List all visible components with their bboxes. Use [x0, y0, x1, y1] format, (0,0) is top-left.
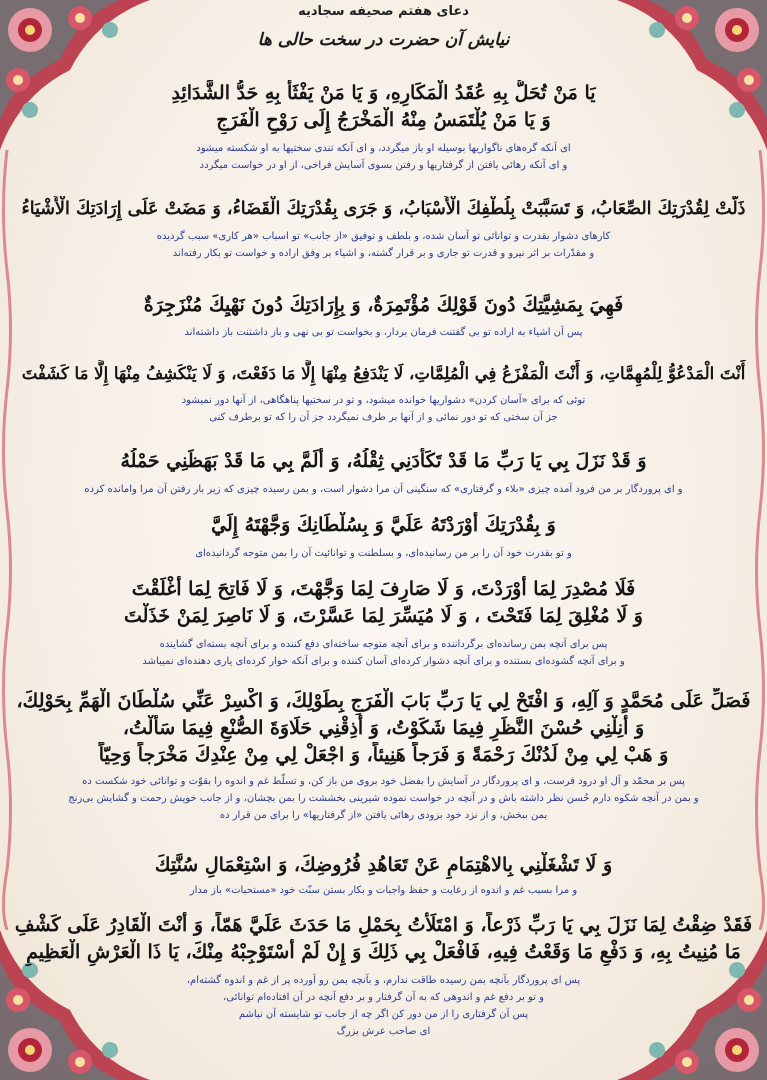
- persian-line: پس بر محمّد و آل او درود فرست، و ای پروردگار در آسایش را بفضل خود بروی من باز کن، و تسلّط غم و اندوه را بقوّت و توانائی خود شکست ده: [82, 776, 685, 787]
- persian-line: پس برای آنچه بمن رسانده‌ای برگرداننده و برای آنچه متوجه ساخته‌ای دفع کننده و برای آنچه بسته‌ای گشاینده: [159, 639, 608, 650]
- persian-line: و مرا بسبب غم و اندوه از رعایت و حفظ واجبات و بکار بستن سنّت خود «مستحبات» باز مدار: [189, 885, 578, 896]
- persian-line: و تو بر دفع غم و اندوهی که به آن گرفتار و بر دفع آنچه در آن افتاده‌ام توانائی،: [223, 992, 544, 1003]
- paragraph-3: [12, 292, 755, 341]
- right-vine-border-icon: [753, 150, 767, 930]
- persian-line: توئی که برای «آسان کردن» دشواریها خوانده میشود، و تو در سختیها پناهگاهی، از آنها دور نمیشود: [181, 395, 586, 406]
- arabic-line: ذَلَّتْ لِقُدْرَتِكَ الصِّعَابُ، وَ تَسَبَّبَتْ بِلُطْفِكَ الْأَسْبَابُ، وَ جَرَى بِقُدْرَتِكَ الْقَضَاءُ، وَ مَضَتْ عَلَى إِرَادَتِكَ الْأَشْيَاءُ: [21, 199, 746, 219]
- arabic-line: وَ قَدْ نَزَلَ بِي يَا رَبِّ مَا قَدْ تَكَأَّدَنِي ثِقْلُهُ، وَ أَلَمَّ بِي مَا قَدْ بَهَظَنِي حَمْلُهُ: [120, 450, 647, 472]
- arabic-line: وَ بِقُدْرَتِكَ أَوْرَدْتَهُ عَلَيَّ وَ بِسُلْطَانِكَ وَجَّهْتَهُ إِلَيَّ: [211, 514, 556, 536]
- persian-line: و ای آنکه رهائی یافتن از گرفتاریها و رفتن بسوی آسایش فراخی، از او در خواست میگردد: [199, 160, 568, 171]
- arabic-line: وَ لَا مُغْلِقَ لِمَا فَتَحْتَ ، وَ لَا مُيَسِّرَ لِمَا عَسَّرْتَ، وَ لَا نَاصِرَ لِمَنْ خَذَلْتَ: [124, 605, 643, 627]
- prayer-subtitle: نیایش آن حضرت در سخت حالی ها: [257, 30, 510, 50]
- persian-line: پس آن گرفتاری را از من دور کن اگر چه از جانب تو شایسته آن نباشم: [238, 1009, 529, 1020]
- persian-line: و بمن در آنچه شکوه دارم حُسن نظر داشته باش و در آنچه در خواست نموده شیرینی بخششت را بمن بچشان، و از جانب خویش رحمت و گشایش بی‌رنج: [68, 793, 699, 804]
- persian-line: پس آن اشیاء به اراده تو بی گفتنت فرمان بردار، و بخواست تو بی نهی و باز داشتنت باز داشته‌اند: [184, 327, 583, 338]
- persian-line: کارهای دشوار بقدرت و توانائی تو آسان شده، و بلطف و توفیق «از جانب» تو اسباب «هر کاری» سبب گردیده: [156, 231, 611, 242]
- arabic-line: يَا مَنْ تُحَلُّ بِهِ عُقَدُ الْمَكَارِهِ، وَ يَا مَنْ يَفْثَأُ بِهِ حَدُّ الشَّدَائِدِ: [171, 82, 596, 104]
- persian-line: و تو بقدرت خود آن را بر من رسانیده‌ای، و بسلطنت و توانائیت آن را بمن متوجه گردانیده‌ای: [195, 548, 572, 559]
- paragraph-5: [12, 448, 755, 498]
- arabic-line: وَ هَبْ لِي مِنْ لَدُنْكَ رَحْمَةً وَ فَرَجاً هَنِيئاً، وَ اجْعَلْ لِي مِنْ عِنْدِكَ مَخْرَجاً وَحِيّاً: [98, 744, 669, 766]
- paragraph-1: [12, 80, 755, 174]
- persian-line: و ای پروردگار بر من فرود آمده چیزی «بلاء و گرفتاری» که سنگینی آن مرا دشوار است، و بمن رسیده چیزی که زیر بار رفتن آن مرا وامانده کرده: [84, 484, 683, 495]
- arabic-line: وَ لَا تَشْغَلْنِي بِالاهْتِمَامِ عَنْ تَعَاهُدِ فُرُوضِكَ، وَ اسْتِعْمَالِ سُنَّتِكَ: [154, 854, 613, 876]
- arabic-line: فَلَا مُصْدِرَ لِمَا أَوْرَدْتَ، وَ لَا صَارِفَ لِمَا وَجَّهْتَ، وَ لَا فَاتِحَ لِمَا أَغْلَقْتَ: [131, 578, 636, 600]
- persian-line: و برای آنچه گشوده‌ای بستنده و برای آنچه دشوار کرده‌ای آسان کننده و برای آنکه خوار کرده‌ای یاری دهنده‌ای نمیباشد: [142, 656, 625, 667]
- arabic-line: فَهِيَ بِمَشِيَّتِكَ دُونَ قَوْلِكَ مُؤْتَمِرَةٌ، وَ بِإِرَادَتِكَ دُونَ نَهْيِكَ مُنْزَجِرَةٌ: [143, 294, 624, 316]
- persian-line: بمن ببخش، و از نزد خود بزودی رهائی یافتن «از گرفتاریها» را برای من قرار ده: [219, 810, 548, 821]
- paragraph-6: [12, 512, 755, 562]
- paragraph-7: [12, 576, 755, 670]
- persian-line: ای صاحب عرش بزرگ: [336, 1026, 431, 1037]
- paragraph-9: [12, 852, 755, 899]
- persian-line: ای آنکه گره‌های ناگواریها بوسیله او باز میگردد، و ای آنکه تندی سختیها به او شکسته میشود: [196, 143, 571, 154]
- paragraph-2: [12, 196, 755, 262]
- prayer-title: دعای هفتم صحیفه سجادیه: [298, 4, 469, 19]
- paragraph-8: [12, 688, 755, 824]
- prayer-content: [12, 0, 755, 1080]
- arabic-line: وَ أَنِلْنِي حُسْنَ النَّظَرِ فِيمَا شَكَوْتُ، وَ أَذِقْنِي حَلَاوَةَ الصُّنْعِ فِيمَا سَأَلْتُ،: [122, 717, 645, 739]
- paragraph-4: [12, 360, 755, 426]
- persian-line: جز آن سختی که تو دور نمائی و از آنها بر طرف نمیگردد جز آن را که تو برطرف کنی: [209, 412, 558, 423]
- arabic-line: مَا مُنِيتُ بِهِ، وَ دَفْعِ مَا وَقَعْتُ فِيهِ، فَافْعَلْ بِي ذَلِكَ وَ إِنْ لَمْ أَسْتَوْجِبْهُ مِنْكَ، يَا ذَا الْعَرْشِ الْعَظِيمِ: [26, 941, 741, 963]
- persian-line: پس ای پروردگار بآنچه بمن رسیده طاقت ندارم، و بآنچه بمن رو آورده پر از غم و اندوه گشته‌ام،: [186, 975, 581, 986]
- arabic-line: وَ يَا مَنْ يُلْتَمَسُ مِنْهُ الْمَخْرَجُ إِلَى رَوْحِ الْفَرَجِ: [216, 109, 551, 131]
- persian-line: و مقدّرات بر اثر نیرو و قدرت تو جاری و بر قرار گشته، و اشیاء بر وفق اراده و خواست تو بکار رفته‌اند: [172, 248, 595, 259]
- arabic-line: فَصَلِّ عَلَى مُحَمَّدٍ وَ آلِهِ، وَ افْتَحْ لِي يَا رَبِّ بَابَ الْفَرَجِ بِطَوْلِكَ، وَ اكْسِرْ عَنِّي سُلْطَانَ الْهَمِّ بِحَوْلِكَ،: [16, 690, 751, 712]
- arabic-line: أَنْتَ الْمَدْعُوُّ لِلْمُهِمَّاتِ، وَ أَنْتَ الْمَفْزَعُ فِي الْمُلِمَّاتِ، لَا يَنْدَفِعُ مِنْهَا إِلَّا مَا دَفَعْتَ، وَ لَا يَنْكَشِفُ مِنْهَا إِلَّا مَا كَشَفْتَ: [21, 364, 746, 383]
- paragraph-10: [12, 912, 755, 1040]
- arabic-line: فَقَدْ ضِقْتُ لِمَا نَزَلَ بِي يَا رَبِّ ذَرْعاً، وَ امْتَلَأْتُ بِحَمْلِ مَا حَدَثَ عَلَيَّ هَمّاً، وَ أَنْتَ الْقَادِرُ عَلَى كَشْفِ: [14, 914, 753, 936]
